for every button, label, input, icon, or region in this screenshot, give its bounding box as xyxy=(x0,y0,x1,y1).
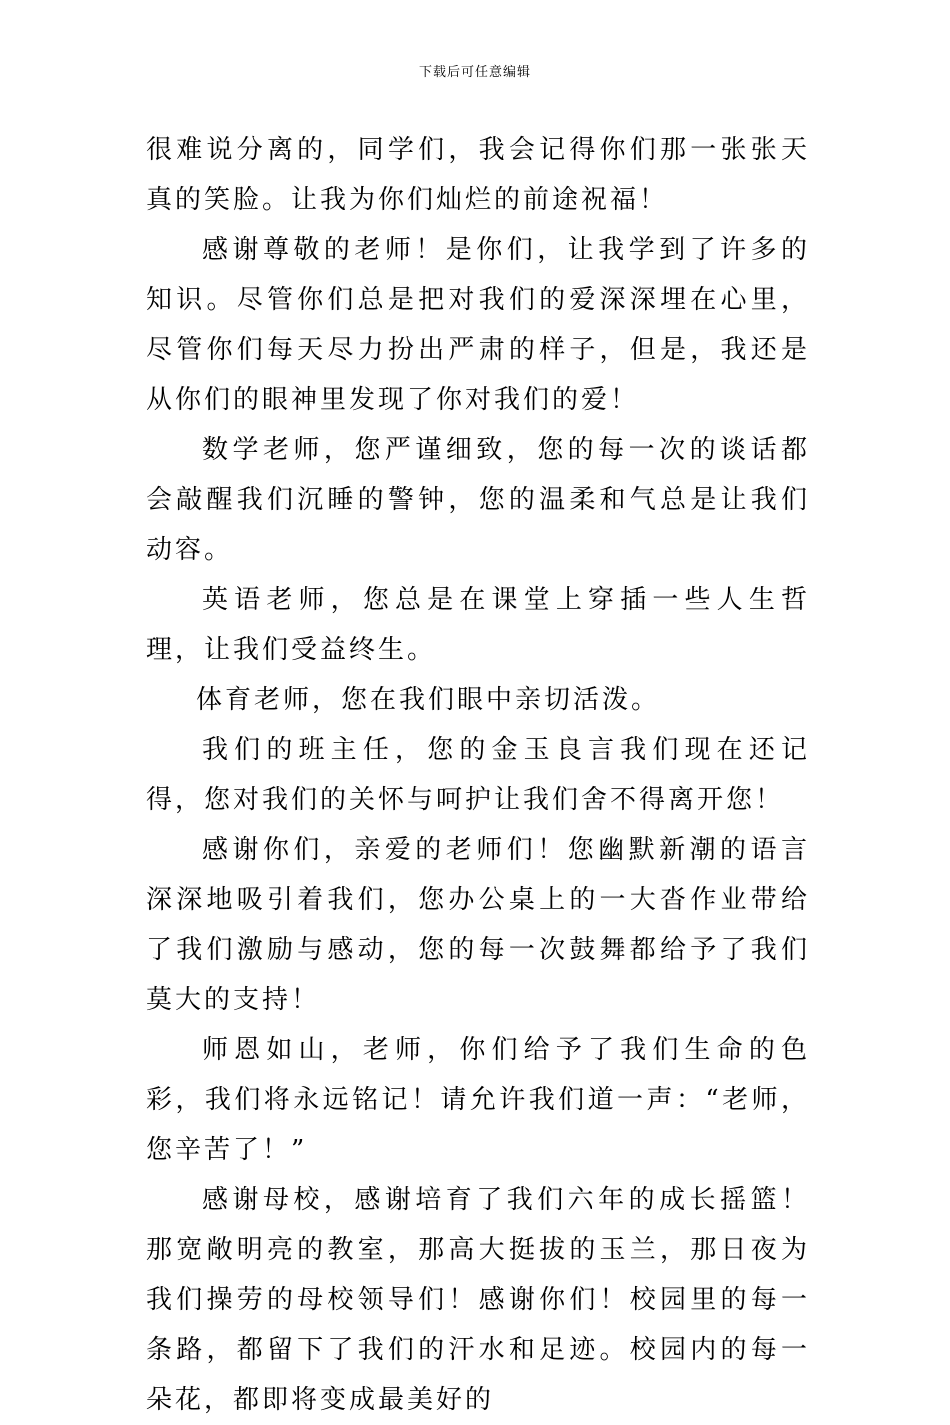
paragraph-1: 很难说分离的，同学们，我会记得你们那一张张天真的笑脸。让我为你们灿烂的前途祝福！ xyxy=(146,135,810,215)
paragraph-4: 英语老师，您总是在课堂上穿插一些人生哲理，让我们受益终生。 xyxy=(146,585,810,665)
paragraph-3: 数学老师，您严谨细致，您的每一次的谈话都会敲醒我们沉睡的警钟，您的温柔和气总是让我们动容。 xyxy=(146,435,810,565)
document-body xyxy=(146,125,810,1425)
paragraph-9: 感谢母校，感谢培育了我们六年的成长摇篮！那宽敞明亮的教室，那高大挺拔的玉兰，那日夜为我们操劳的母校领导们！感谢你们！校园里的每一条路，都留下了我们的汗水和足迹。校园内的每一朵花，都即将变成最美好的 xyxy=(146,1185,810,1415)
paragraph-8: 师恩如山，老师，你们给予了我们生命的色彩，我们将永远铭记！请允许我们道一声：“老师，您辛苦了！” xyxy=(146,1035,810,1165)
paragraph-6: 我们的班主任，您的金玉良言我们现在还记得，您对我们的关怀与呵护让我们舍不得离开您！ xyxy=(146,735,810,815)
paragraph-2: 感谢尊敬的老师！是你们，让我学到了许多的知识。尽管你们总是把对我们的爱深深埋在心里，尽管你们每天尽力扮出严肃的样子，但是，我还是从你们的眼神里发现了你对我们的爱！ xyxy=(146,235,810,415)
paragraph-5: 体育老师，您在我们眼中亲切活泼。 xyxy=(196,685,661,715)
page-header: 下载后可任意编辑 xyxy=(418,65,531,80)
paragraph-7: 感谢你们，亲爱的老师们！您幽默新潮的语言深深地吸引着我们，您办公桌上的一大沓作业带给了我们激励与感动，您的每一次鼓舞都给予了我们莫大的支持！ xyxy=(146,835,810,1015)
